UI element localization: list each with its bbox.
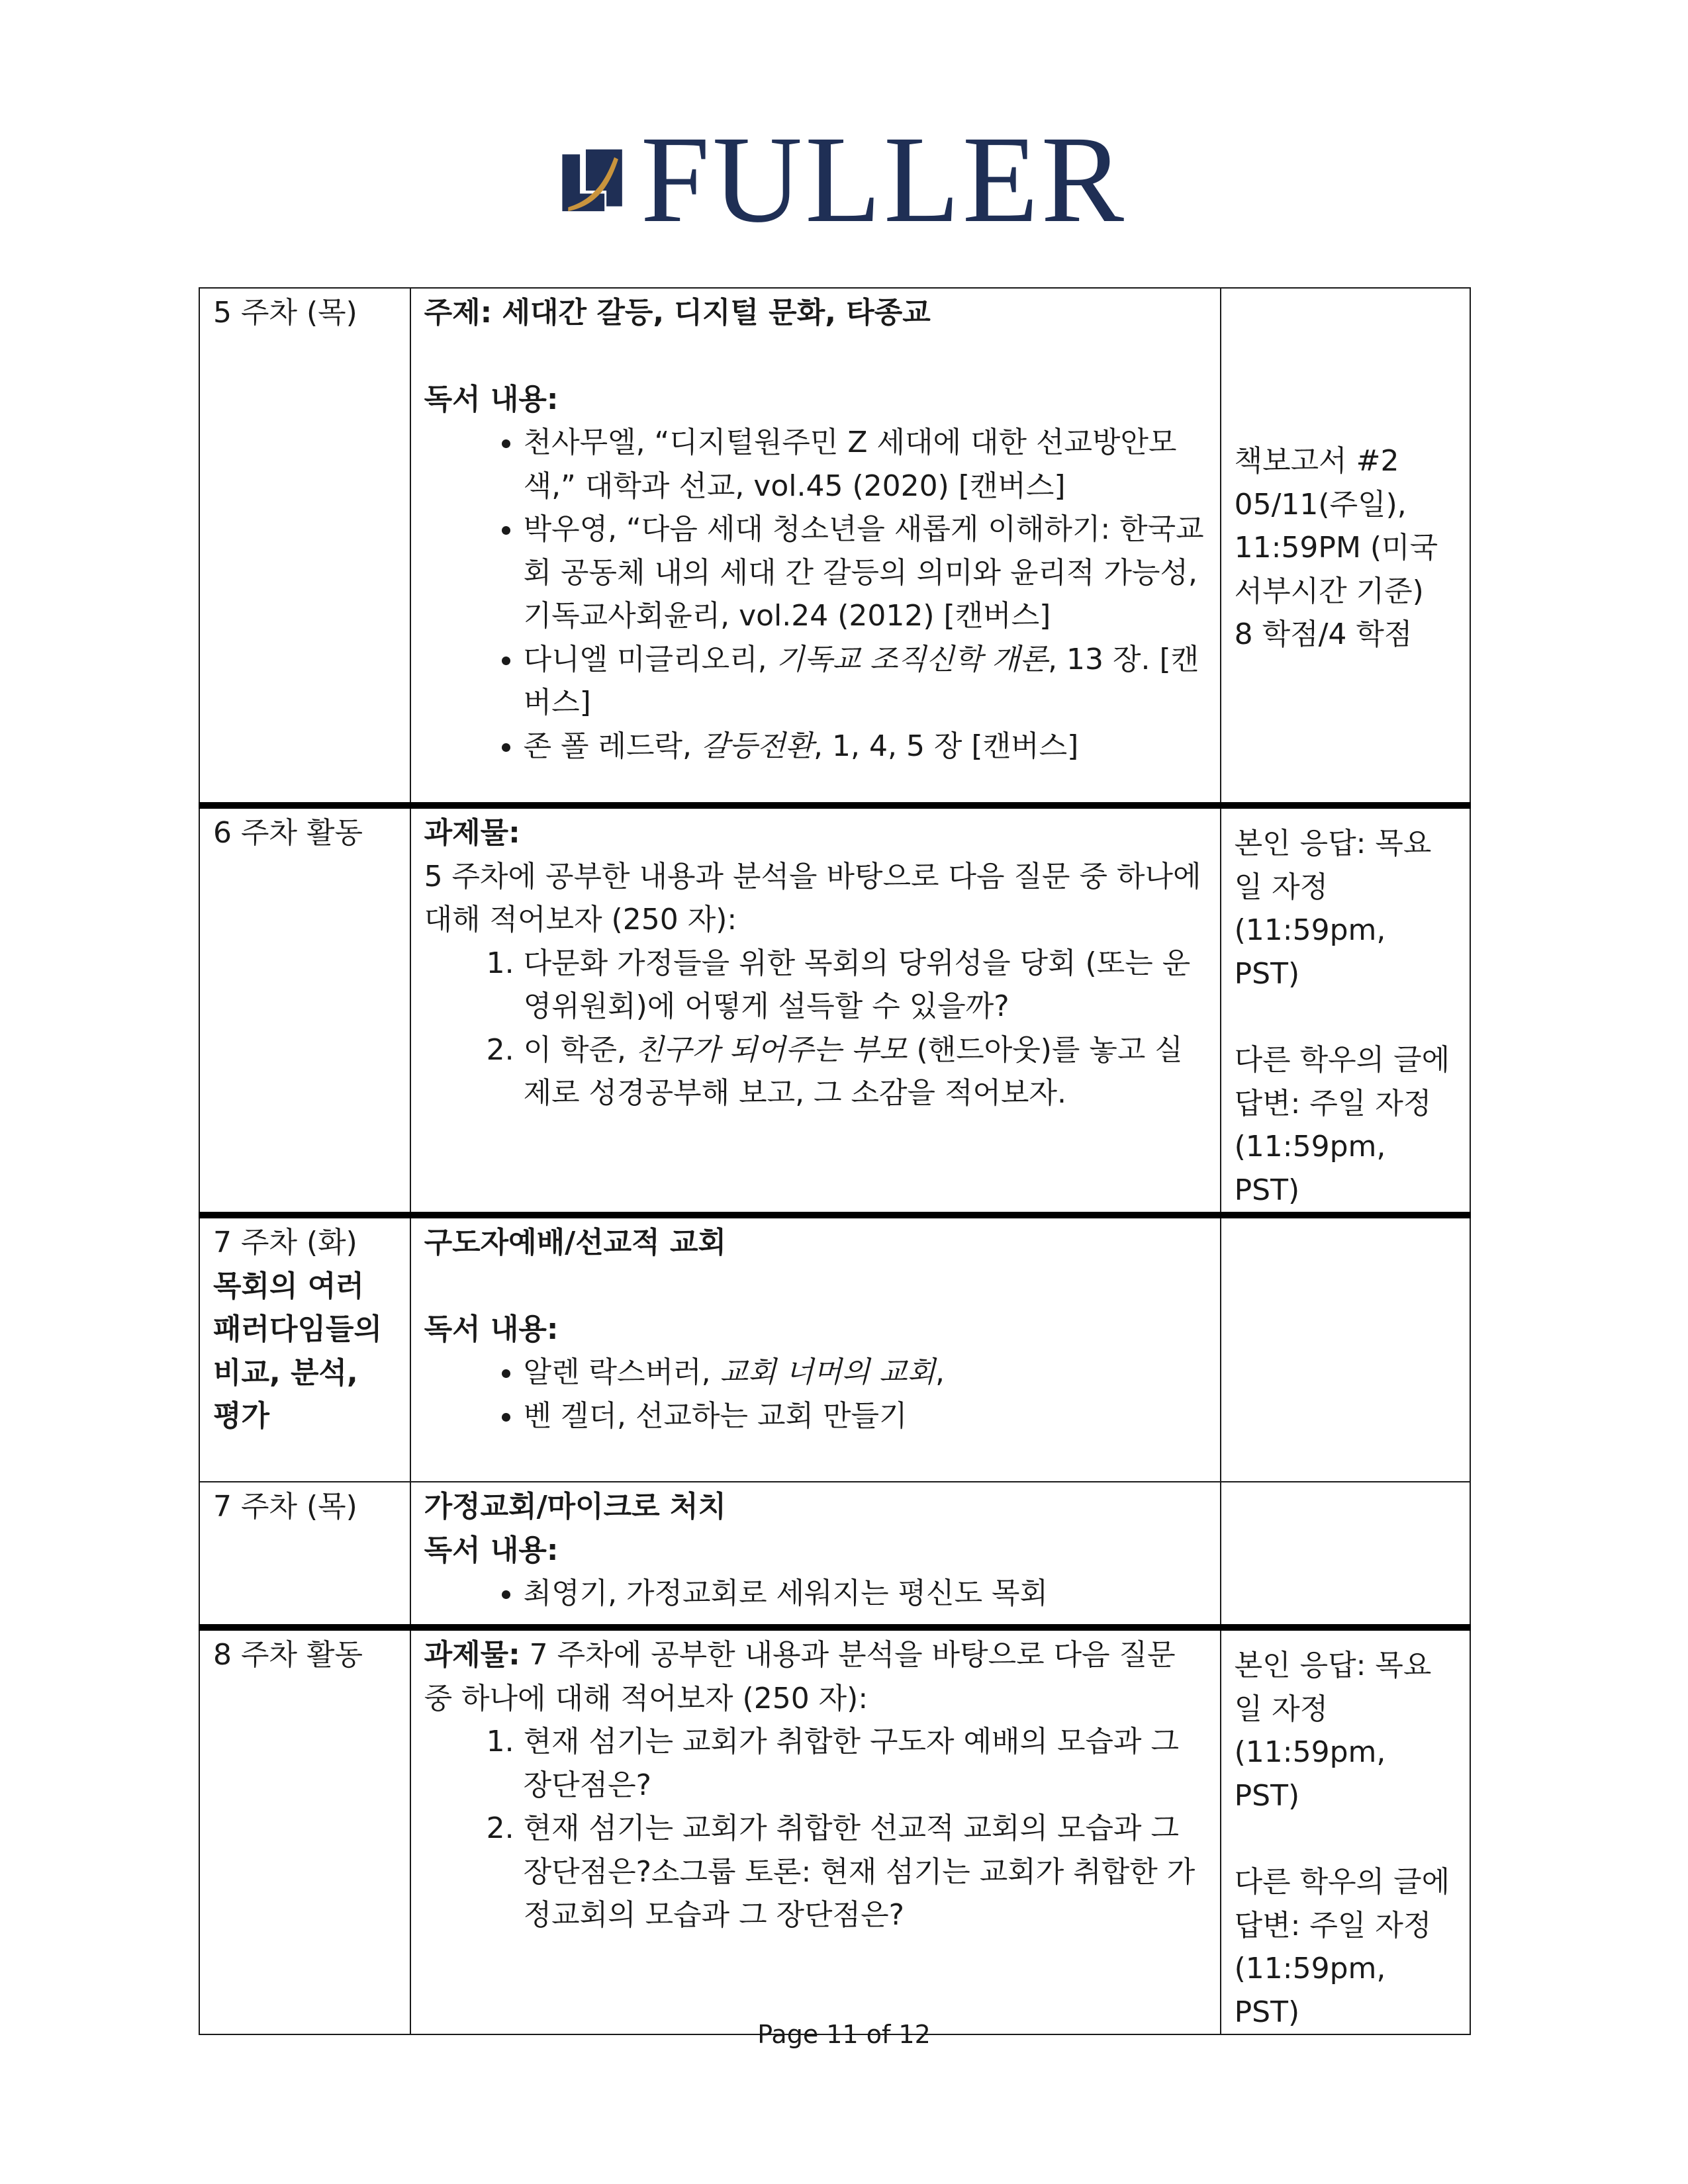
topic-heading: 주제: 세대간 갈등, 디지털 문화, 타종교 [424, 296, 931, 330]
due-line: 05/11(주일), [1234, 487, 1407, 522]
list-item: • 다니엘 미글리오리, 기독교 조직신학 개론, 13 장. [캔버스] [524, 638, 1207, 725]
content-cell [410, 1482, 1221, 1627]
table-row [199, 1215, 1470, 1482]
list-item: • 알렌 락스버러, 교회 너머의 교회, [524, 1351, 1207, 1394]
topic-heading: 구도자예배/선교적 교회 [424, 1226, 726, 1259]
assignment-intro-block [424, 1633, 1207, 1720]
week-label: 8 주차 활동 [213, 1638, 363, 1672]
fuller-logo [557, 110, 1127, 248]
content-cell [410, 1215, 1221, 1482]
table-row [199, 805, 1470, 1215]
assignment-label: 과제물: [424, 816, 520, 850]
week-label: 5 주차 (목) [213, 296, 357, 330]
week-cell [199, 1627, 410, 2034]
list-item: 2. 이 학준, 친구가 되어주는 부모 (핸드아웃)를 놓고 실제로 성경공부해 보고, 그 소감을 적어보자. [524, 1028, 1207, 1115]
due-line: 8 학점/4 학점 [1234, 617, 1413, 651]
list-item: 1. 현재 섬기는 교회가 취합한 구도자 예배의 모습과 그 장단점은? [524, 1720, 1207, 1807]
reading-list [424, 1351, 1207, 1437]
due-self: 본인 응답: 목요일 자정 (11:59pm, PST) [1234, 827, 1432, 991]
due-cell [1221, 805, 1470, 1215]
week-cell [199, 1482, 410, 1627]
fuller-book-icon [557, 132, 626, 226]
week-cell [199, 288, 410, 805]
reading-label: 독서 내용: [424, 382, 559, 416]
list-item: • 벤 겔더, 선교하는 교회 만들기 [524, 1394, 1207, 1438]
content-cell [410, 288, 1221, 805]
page-number: Page 11 of 12 [757, 2020, 931, 2049]
due-cell [1221, 288, 1470, 805]
table-row [199, 1627, 1470, 2034]
week-cell [199, 1215, 410, 1482]
reading-label: 독서 내용: [424, 1312, 559, 1346]
question-list [424, 942, 1207, 1115]
table-row [199, 1482, 1470, 1627]
assignment-intro: 7 주차에 공부한 내용과 분석을 바탕으로 다음 질문 중 하나에 대해 적어보자 (250 자): [424, 1638, 1176, 1715]
week-label: 7 주차 (목) [213, 1490, 357, 1524]
topic-heading: 가정교회/마이크로 처치 [424, 1490, 726, 1524]
logo-wordmark: FULLER [640, 110, 1127, 248]
assignment-intro: 5 주차에 공부한 내용과 분석을 바탕으로 다음 질문 중 하나에 대해 적어보자 (250 자): [424, 859, 1201, 936]
list-item: 2. 현재 섬기는 교회가 취합한 선교적 교회의 모습과 그 장단점은?소그룹 토론: 현재 섬기는 교회가 취합한 가정교회의 모습과 그 장단점은? [524, 1807, 1207, 1937]
schedule-table [199, 287, 1471, 2035]
assignment-label: 과제물: [424, 1638, 520, 1672]
list-item: • 최영기, 가정교회로 세워지는 평신도 목회 [524, 1572, 1207, 1615]
due-line: 11:59PM (미국 서부시간 기준) [1234, 531, 1438, 608]
list-item: • 존 폴 레드락, 갈등전환, 1, 4, 5 장 [캔버스] [524, 725, 1207, 768]
week-subtitle: 목회의 여러 패러다임들의 비교, 분석, 평가 [213, 1269, 383, 1433]
list-item: 1. 다문화 가정들을 위한 목회의 당위성을 당회 (또는 운영위원회)에 어떻게 설득할 수 있을까? [524, 942, 1207, 1028]
table-row [199, 288, 1470, 805]
due-cell [1221, 1215, 1470, 1482]
list-item: • 천사무엘, “디지털원주민 Z 세대에 대한 선교방안모색,” 대학과 선교, vol.45 (2020) [캔버스] [524, 421, 1207, 508]
due-reply: 다른 학우의 글에 답변: 주일 자정 (11:59pm, PST) [1234, 1865, 1450, 2029]
content-cell [410, 1627, 1221, 2034]
week-label: 7 주차 (화) [213, 1226, 357, 1259]
reading-label: 독서 내용: [424, 1533, 559, 1567]
due-line: 책보고서 #2 [1234, 444, 1399, 478]
reading-list [424, 421, 1207, 768]
reading-list [424, 1572, 1207, 1615]
content-cell [410, 805, 1221, 1215]
due-self: 본인 응답: 목요일 자정 (11:59pm, PST) [1234, 1649, 1432, 1813]
due-reply: 다른 학우의 글에 답변: 주일 자정 (11:59pm, PST) [1234, 1043, 1450, 1207]
list-item: • 박우영, “다음 세대 청소년을 새롭게 이해하기: 한국교회 공동체 내의 세대 간 갈등의 의미와 윤리적 가능성, 기독교사회윤리, vol.24 (2012) [캔버스] [524, 508, 1207, 638]
due-cell [1221, 1482, 1470, 1627]
week-label: 6 주차 활동 [213, 816, 363, 850]
week-cell [199, 805, 410, 1215]
question-list [424, 1720, 1207, 1937]
due-cell [1221, 1627, 1470, 2034]
